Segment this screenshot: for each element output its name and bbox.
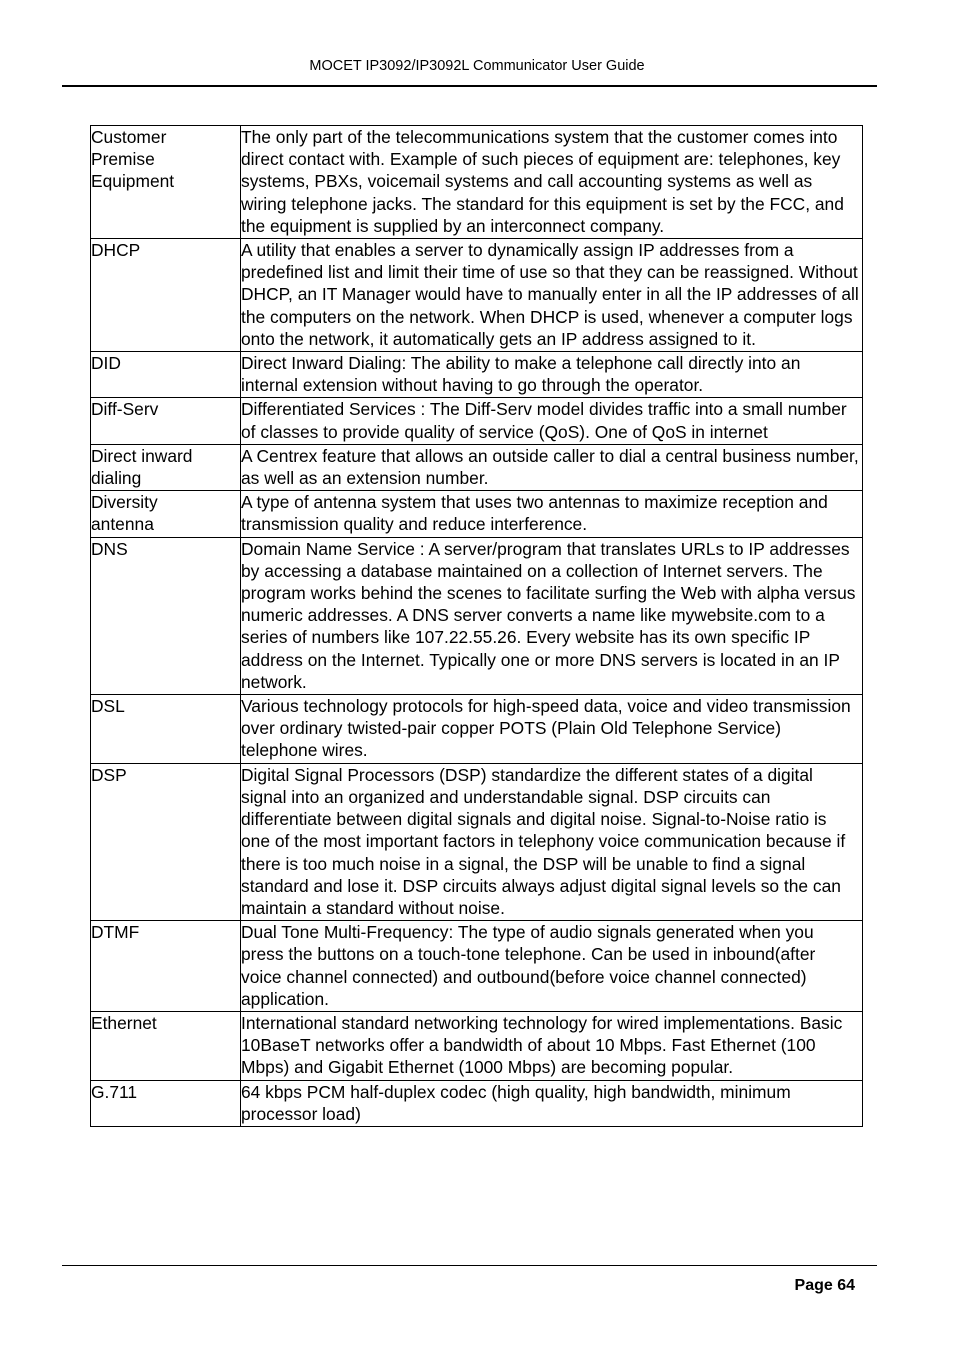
glossary-row [91, 763, 863, 920]
glossary-term: Ethernet [91, 1011, 241, 1080]
glossary-row [91, 1080, 863, 1126]
glossary-row [91, 126, 863, 239]
glossary-term: Customer Premise Equipment [91, 126, 241, 239]
glossary-term: DNS [91, 537, 241, 694]
glossary-row [91, 352, 863, 398]
glossary-definition: Domain Name Service : A server/program that translates URLs to IP addresses by accessing a database maintained on a collection of Internet servers. The program works behind the scenes to facilitate surfing the Web with alpha versus numeric addresses. A DNS server converts a name like mywebsite.com to a series of numbers like 107.22.55.26. Every website has its own specific IP address on the Internet. Typically one or more DNS servers is located in an IP network. [241, 537, 863, 694]
glossary-definition: 64 kbps PCM half-duplex codec (high quality, high bandwidth, minimum processor load) [241, 1080, 863, 1126]
glossary-definition: Direct Inward Dialing: The ability to make a telephone call directly into an internal extension without having to go through the operator. [241, 352, 863, 398]
glossary-row [91, 444, 863, 490]
glossary-term: DID [91, 352, 241, 398]
glossary-row [91, 537, 863, 694]
glossary-definition: Digital Signal Processors (DSP) standardize the different states of a digital signal into an organized and understandable signal. DSP circuits can differentiate between digital signals and digital noise. Signal-to-Noise ratio is one of the most important factors in telephony voice communication because if there is too much noise in a signal, the DSP will be unable to find a signal standard and lose it. DSP circuits always adjust digital signal levels so the can maintain a standard without noise. [241, 763, 863, 920]
footer-rule [62, 1265, 877, 1266]
glossary-term: DSL [91, 695, 241, 764]
glossary-term: Direct inward dialing [91, 444, 241, 490]
glossary-row [91, 695, 863, 764]
glossary-row [91, 921, 863, 1012]
glossary-definition: The only part of the telecommunications system that the customer comes into direct contact with. Example of such pieces of equipment are: telephones, key systems, PBXs, voicemail systems and call accounting systems as well as wiring telephone jacks. The standard for this equipment is set by the FCC, and the equipment is supplied by an interconnect company. [241, 126, 863, 239]
glossary-table [90, 125, 863, 1127]
glossary-definition: A utility that enables a server to dynamically assign IP addresses from a predefined list and limit their time of use so that they can be reassigned. Without DHCP, an IT Manager would have to manually enter in all the IP addresses of all the computers on the network. When DHCP is used, whenever a computer logs onto the network, it automatically gets an IP address assigned to it. [241, 239, 863, 352]
header-rule [62, 85, 877, 87]
glossary-definition: A Centrex feature that allows an outside caller to dial a central business number, as well as an extension number. [241, 444, 863, 490]
glossary-row [91, 491, 863, 537]
glossary-row [91, 1011, 863, 1080]
glossary-term: Diff-Serv [91, 398, 241, 444]
page-number: Page 64 [794, 1277, 855, 1294]
glossary-term: DHCP [91, 239, 241, 352]
glossary-definition: International standard networking technology for wired implementations. Basic 10BaseT networks offer a bandwidth of about 10 Mbps. Fast Ethernet (100 Mbps) and Gigabit Ethernet (1000 Mbps) are becoming popular. [241, 1011, 863, 1080]
glossary-body [91, 126, 863, 1127]
glossary-definition: Differentiated Services : The Diff-Serv model divides traffic into a small number of classes to provide quality of service (QoS). One of QoS in internet [241, 398, 863, 444]
glossary-term: DTMF [91, 921, 241, 1012]
glossary-definition: Dual Tone Multi-Frequency: The type of audio signals generated when you press the buttons on a touch-tone telephone. Can be used in inbound(after voice channel connected) and outbound(before voice channel connected) application. [241, 921, 863, 1012]
glossary-term: DSP [91, 763, 241, 920]
glossary-term: Diversity antenna [91, 491, 241, 537]
glossary-definition: Various technology protocols for high-speed data, voice and video transmission over ordinary twisted-pair copper POTS (Plain Old Telephone Service) telephone wires. [241, 695, 863, 764]
glossary-row [91, 398, 863, 444]
glossary-row [91, 239, 863, 352]
page-header-title: MOCET IP3092/IP3092L Communicator User Guide [309, 58, 645, 74]
glossary-term: G.711 [91, 1080, 241, 1126]
glossary-definition: A type of antenna system that uses two antennas to maximize reception and transmission quality and reduce interference. [241, 491, 863, 537]
